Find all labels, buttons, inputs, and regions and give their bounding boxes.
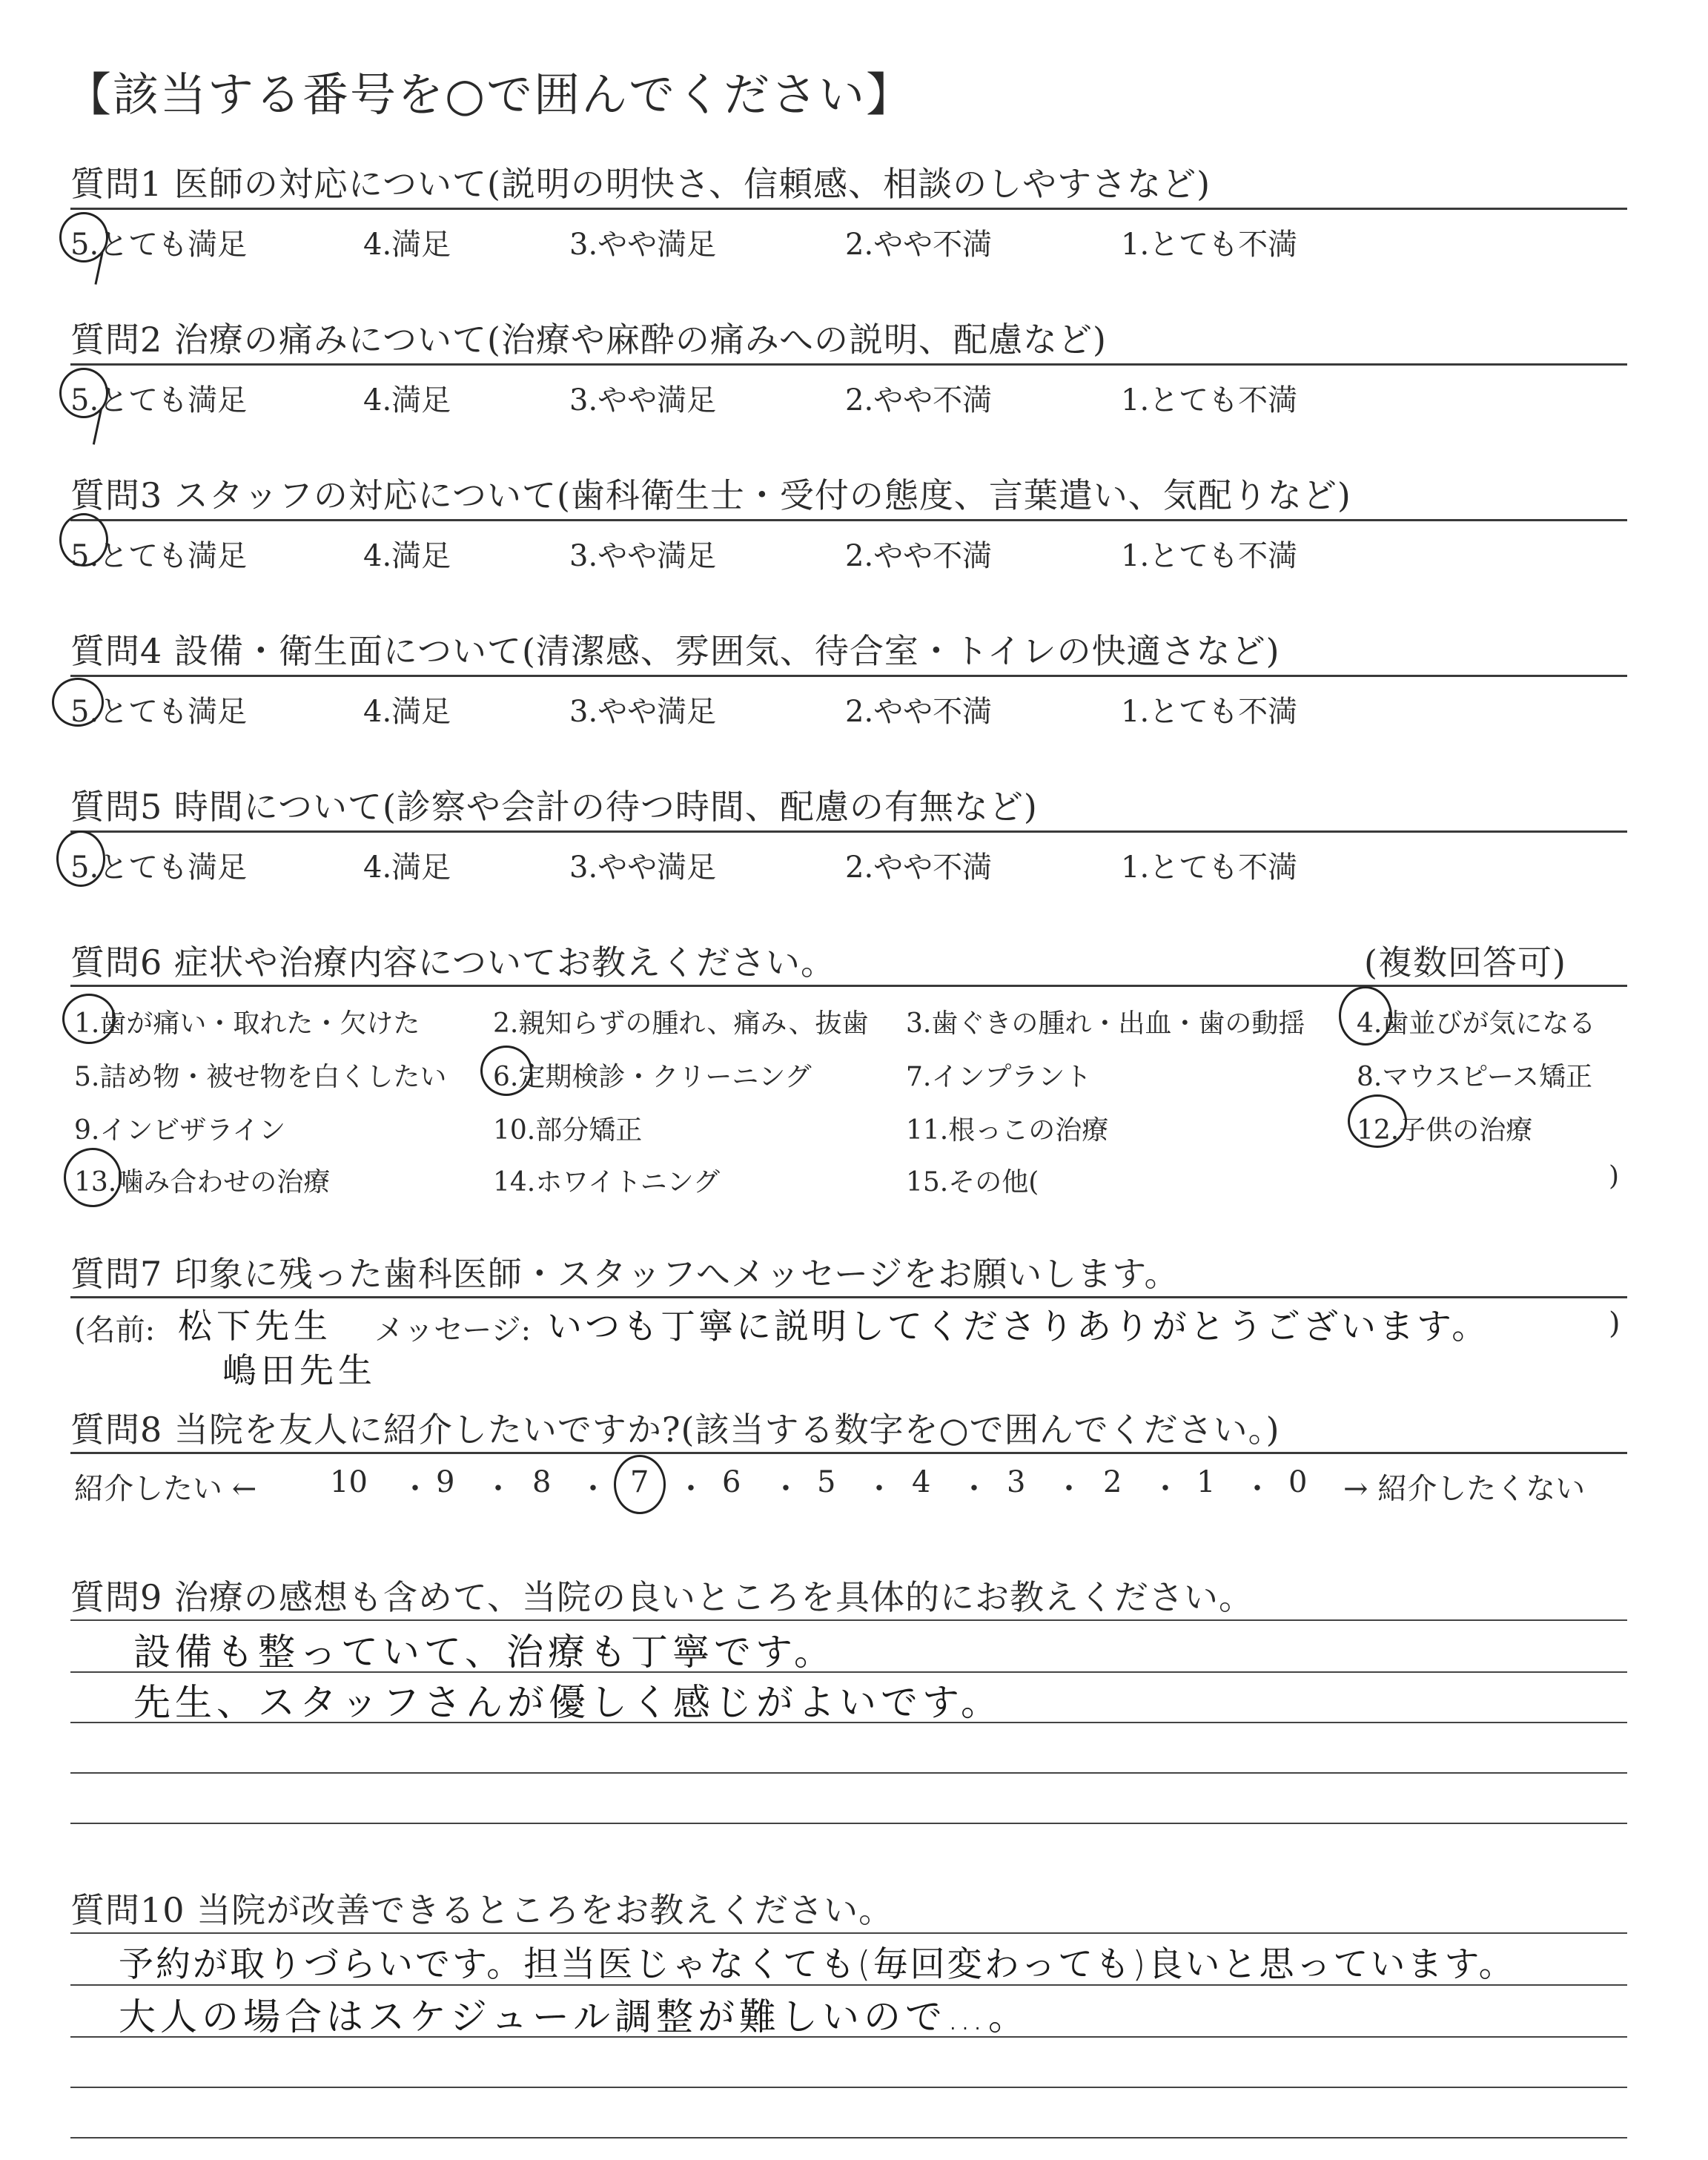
question-title: 質問8 当院を友人に紹介したいですか?(該当する数字を○で囲んでください。) xyxy=(70,1410,1280,1450)
selection-circle xyxy=(56,830,105,887)
question-title: 質問4 設備・衛生面について(清潔感、雰囲気、待合室・トイレの快適さなど) xyxy=(70,631,1280,671)
option-5[interactable]: 5.とても満足 xyxy=(70,851,248,885)
q6-option-9[interactable]: 9.インビザライン xyxy=(74,1115,286,1146)
question-title: 質問1 医師の対応について(説明の明快さ、信頼感、相談のしやすさなど) xyxy=(70,164,1211,204)
scale-dot: ・ xyxy=(1054,1472,1084,1506)
scale-number-5[interactable]: 5 xyxy=(817,1465,836,1499)
scale-number-8[interactable]: 8 xyxy=(532,1465,552,1499)
form-header: 【該当する番号を○で囲んでください】 xyxy=(65,67,914,122)
name-label: (名前: xyxy=(74,1313,156,1347)
divider xyxy=(70,1296,1627,1298)
option-3[interactable]: 3.やや満足 xyxy=(569,539,717,573)
option-4[interactable]: 4.満足 xyxy=(363,851,451,885)
scale-number-6[interactable]: 6 xyxy=(722,1465,741,1499)
divider xyxy=(70,519,1627,521)
divider xyxy=(70,675,1627,677)
q6-option-5[interactable]: 5.詰め物・被せ物を白くしたい xyxy=(74,1062,447,1092)
q6-option-12[interactable]: 12.子供の治療 xyxy=(1357,1115,1533,1146)
question-title: 質問10 当院が改善できるところをお教えください。 xyxy=(70,1890,894,1930)
scale-dot: ・ xyxy=(676,1472,706,1506)
answer-line xyxy=(70,1619,1627,1621)
option-1[interactable]: 1.とても不満 xyxy=(1121,383,1298,417)
q6-option-15[interactable]: 15.その他( xyxy=(906,1167,1039,1198)
divider xyxy=(70,208,1627,210)
message-value[interactable]: いつも丁寧に説明してくださりありがとうございます。 xyxy=(547,1307,1490,1347)
scale-dot: ・ xyxy=(1242,1472,1272,1506)
q6-option-1[interactable]: 1.歯が痛い・取れた・欠けた xyxy=(74,1008,420,1039)
selection-circle xyxy=(1339,986,1392,1046)
q6-option-8[interactable]: 8.マウスピース矯正 xyxy=(1357,1062,1593,1092)
answer-line xyxy=(70,1932,1627,1934)
option-5[interactable]: 5.とても満足 xyxy=(70,228,248,262)
option-3[interactable]: 3.やや満足 xyxy=(569,383,717,417)
option-1[interactable]: 1.とても不満 xyxy=(1121,851,1298,885)
selection-circle xyxy=(480,1046,532,1096)
answer-text-1[interactable]: 設備も整っていて、治療も丁寧です。 xyxy=(133,1631,835,1674)
scale-dot: ・ xyxy=(959,1472,989,1506)
divider xyxy=(70,830,1627,833)
q6-option-7[interactable]: 7.インプラント xyxy=(906,1062,1092,1092)
option-2[interactable]: 2.やや不満 xyxy=(845,228,993,262)
question-title: 質問9 治療の感想も含めて、当院の良いところを具体的にお教えください。 xyxy=(70,1577,1254,1617)
q6-option-3[interactable]: 3.歯ぐきの腫れ・出血・歯の動揺 xyxy=(906,1008,1305,1039)
multiple-answer-note: (複数回答可) xyxy=(1364,942,1566,982)
scale-right-label: → 紹介したくない xyxy=(1343,1472,1586,1506)
scale-number-2[interactable]: 2 xyxy=(1103,1465,1122,1499)
selection-circle xyxy=(614,1455,666,1514)
question-title: 質問7 印象に残った歯科医師・スタッフへメッセージをお願いします。 xyxy=(70,1254,1179,1294)
scale-left-label: 紹介したい ← xyxy=(74,1472,257,1506)
divider xyxy=(70,363,1627,366)
q6-option-2[interactable]: 2.親知らずの腫れ、痛み、抜歯 xyxy=(493,1008,869,1039)
scale-number-7[interactable]: 7 xyxy=(630,1465,649,1499)
q6-other-close: ) xyxy=(1609,1161,1620,1192)
scale-number-1[interactable]: 1 xyxy=(1196,1465,1216,1499)
scale-number-0[interactable]: 0 xyxy=(1288,1465,1308,1499)
q6-option-6[interactable]: 6.定期検診・クリーニング xyxy=(493,1062,812,1092)
name-value[interactable]: 松下先生 xyxy=(178,1306,332,1346)
scale-number-3[interactable]: 3 xyxy=(1007,1465,1026,1499)
answer-line xyxy=(70,1772,1627,1774)
scale-number-4[interactable]: 4 xyxy=(912,1465,931,1499)
option-5[interactable]: 5.とても満足 xyxy=(70,539,248,573)
selection-circle xyxy=(1348,1094,1407,1148)
selection-circle xyxy=(59,513,108,567)
question-title: 質問3 スタッフの対応について(歯科衛生士・受付の態度、言葉遣い、気配りなど) xyxy=(70,475,1351,515)
name-value-2[interactable]: 嶋田先生 xyxy=(222,1350,377,1390)
option-4[interactable]: 4.満足 xyxy=(363,539,451,573)
selection-circle xyxy=(64,1148,122,1207)
message-close: ) xyxy=(1609,1307,1621,1341)
option-4[interactable]: 4.満足 xyxy=(363,228,451,262)
q6-option-10[interactable]: 10.部分矯正 xyxy=(493,1115,643,1146)
answer-text-1[interactable]: 予約が取りづらいです。担当医じゃなくても(毎回変わっても)良いと思っています。 xyxy=(119,1944,1516,1985)
option-1[interactable]: 1.とても不満 xyxy=(1121,539,1298,573)
option-1[interactable]: 1.とても不満 xyxy=(1121,228,1298,262)
option-2[interactable]: 2.やや不満 xyxy=(845,539,993,573)
scale-dot: ・ xyxy=(771,1472,801,1506)
scale-number-9[interactable]: 9 xyxy=(436,1465,455,1499)
option-5[interactable]: 5.とても満足 xyxy=(70,383,248,417)
q6-option-11[interactable]: 11.根っこの治療 xyxy=(906,1115,1109,1146)
option-3[interactable]: 3.やや満足 xyxy=(569,695,717,729)
message-label: メッセージ: xyxy=(374,1313,532,1347)
option-2[interactable]: 2.やや不満 xyxy=(845,851,993,885)
divider xyxy=(70,1452,1627,1454)
q6-option-13[interactable]: 13.噛み合わせの治療 xyxy=(74,1167,331,1198)
question-title: 質問5 時間について(診察や会計の待つ時間、配慮の有無など) xyxy=(70,787,1038,827)
answer-text-2[interactable]: 先生、スタッフさんが優しく感じがよいです。 xyxy=(133,1681,1002,1724)
answer-line xyxy=(70,2137,1627,2138)
question-title: 質問2 治療の痛みについて(治療や麻酔の痛みへの説明、配慮など) xyxy=(70,320,1107,360)
option-3[interactable]: 3.やや満足 xyxy=(569,228,717,262)
q6-option-4[interactable]: 4.歯並びが気になる xyxy=(1357,1008,1596,1039)
option-4[interactable]: 4.満足 xyxy=(363,383,451,417)
scale-dot: ・ xyxy=(400,1472,430,1506)
scale-dot: ・ xyxy=(578,1472,608,1506)
scale-number-10[interactable]: 10 xyxy=(330,1465,368,1499)
option-4[interactable]: 4.満足 xyxy=(363,695,451,729)
option-5[interactable]: 5.とても満足 xyxy=(70,695,248,729)
selection-circle xyxy=(52,678,104,727)
divider xyxy=(70,985,1627,987)
option-1[interactable]: 1.とても不満 xyxy=(1121,695,1298,729)
answer-line xyxy=(70,1823,1627,1824)
selection-circle xyxy=(62,994,116,1044)
q6-option-14[interactable]: 14.ホワイトニング xyxy=(493,1167,721,1198)
answer-line xyxy=(70,2087,1627,2088)
option-2[interactable]: 2.やや不満 xyxy=(845,695,993,729)
option-2[interactable]: 2.やや不満 xyxy=(845,383,993,417)
scale-dot: ・ xyxy=(1151,1472,1180,1506)
option-3[interactable]: 3.やや満足 xyxy=(569,851,717,885)
question-title: 質問6 症状や治療内容についてお教えください。 xyxy=(70,942,835,982)
scale-dot: ・ xyxy=(483,1472,513,1506)
answer-text-2[interactable]: 大人の場合はスケジュール調整が難しいので…。 xyxy=(119,1995,1030,2038)
scale-dot: ・ xyxy=(864,1472,894,1506)
